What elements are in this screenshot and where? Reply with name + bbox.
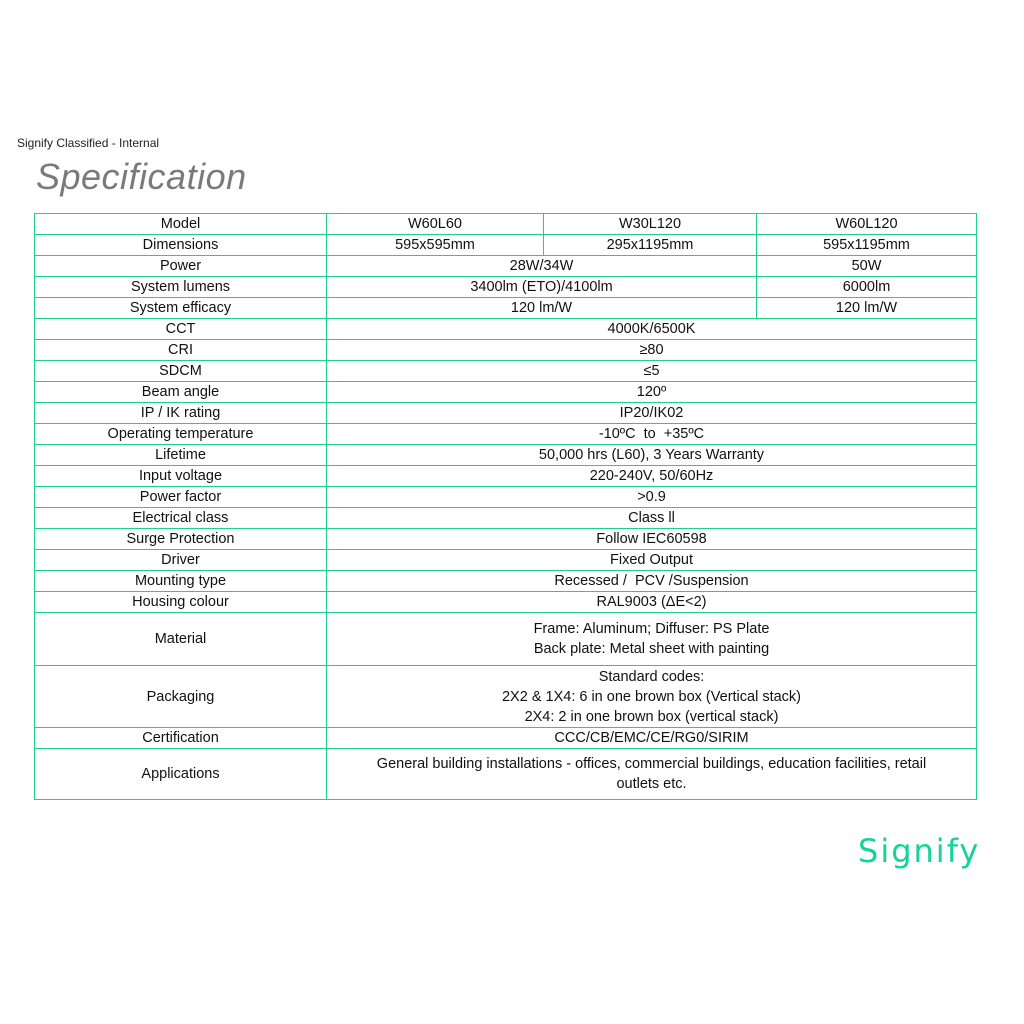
row-label: Lifetime bbox=[35, 445, 327, 466]
cell-value: 595x1195mm bbox=[757, 235, 977, 256]
row-label: System efficacy bbox=[35, 298, 327, 319]
table-row-power-factor bbox=[35, 487, 977, 508]
row-label: Packaging bbox=[35, 666, 327, 728]
row-label: CRI bbox=[35, 340, 327, 361]
table-row-applications bbox=[35, 749, 977, 800]
row-label: Certification bbox=[35, 728, 327, 749]
cell-value: 120º bbox=[327, 382, 977, 403]
row-label: Power factor bbox=[35, 487, 327, 508]
table-row-dimensions bbox=[35, 235, 977, 256]
row-label: IP / IK rating bbox=[35, 403, 327, 424]
row-label: Power bbox=[35, 256, 327, 277]
cell-value: -10ºC to +35ºC bbox=[327, 424, 977, 445]
row-label: Mounting type bbox=[35, 571, 327, 592]
row-label: System lumens bbox=[35, 277, 327, 298]
cell-value: 595x595mm bbox=[327, 235, 544, 256]
applications-line: outlets etc. bbox=[616, 776, 687, 792]
table-row-housing bbox=[35, 592, 977, 613]
cell-value: RAL9003 (ΔE<2) bbox=[327, 592, 977, 613]
row-label: Housing colour bbox=[35, 592, 327, 613]
table-row-power bbox=[35, 256, 977, 277]
table-row-model bbox=[35, 214, 977, 235]
table-row-driver bbox=[35, 550, 977, 571]
cell-value: Class ll bbox=[327, 508, 977, 529]
specification-table bbox=[34, 213, 977, 800]
row-label: CCT bbox=[35, 319, 327, 340]
cell-value: 120 lm/W bbox=[327, 298, 757, 319]
model-header: W60L120 bbox=[757, 214, 977, 235]
row-label: Dimensions bbox=[35, 235, 327, 256]
cell-value: CCC/CB/EMC/CE/RG0/SIRIM bbox=[327, 728, 977, 749]
row-label: Driver bbox=[35, 550, 327, 571]
packaging-line: 2X4: 2 in one brown box (vertical stack) bbox=[524, 708, 779, 725]
cell-value: Follow IEC60598 bbox=[327, 529, 977, 550]
table-row-cct bbox=[35, 319, 977, 340]
cell-value: 6000lm bbox=[757, 277, 977, 298]
row-label: Operating temperature bbox=[35, 424, 327, 445]
model-header: W60L60 bbox=[327, 214, 544, 235]
cell-value bbox=[327, 666, 977, 728]
model-header: W30L120 bbox=[544, 214, 757, 235]
table-row-lumens bbox=[35, 277, 977, 298]
cell-value: 50,000 hrs (L60), 3 Years Warranty bbox=[327, 445, 977, 466]
table-row-electrical-class bbox=[35, 508, 977, 529]
cell-value: 295x1195mm bbox=[544, 235, 757, 256]
packaging-line: Standard codes: bbox=[598, 668, 705, 685]
table-row-cri bbox=[35, 340, 977, 361]
table-row-certification bbox=[35, 728, 977, 749]
table-row-mounting bbox=[35, 571, 977, 592]
row-label: SDCM bbox=[35, 361, 327, 382]
row-label: Electrical class bbox=[35, 508, 327, 529]
cell-value: 220-240V, 50/60Hz bbox=[327, 466, 977, 487]
row-label: Material bbox=[35, 613, 327, 666]
cell-value: ≤5 bbox=[327, 361, 977, 382]
page-title: Specification bbox=[36, 156, 247, 197]
table-row-beam bbox=[35, 382, 977, 403]
table-row-sdcm bbox=[35, 361, 977, 382]
cell-value: IP20/IK02 bbox=[327, 403, 977, 424]
table-row-temperature bbox=[35, 424, 977, 445]
cell-value bbox=[327, 749, 977, 800]
table-row-voltage bbox=[35, 466, 977, 487]
cell-value: >0.9 bbox=[327, 487, 977, 508]
row-label: Model bbox=[35, 214, 327, 235]
applications-line: General building installations - offices, commercial buildings, education facilities, retail bbox=[376, 756, 927, 772]
cell-value: 120 lm/W bbox=[757, 298, 977, 319]
table-row-material bbox=[35, 613, 977, 666]
table-row-ip bbox=[35, 403, 977, 424]
row-label: Input voltage bbox=[35, 466, 327, 487]
table-row-packaging bbox=[35, 666, 977, 728]
table-row-surge bbox=[35, 529, 977, 550]
cell-value bbox=[327, 613, 977, 666]
cell-value: Fixed Output bbox=[327, 550, 977, 571]
cell-value: 3400lm (ETO)/4100lm bbox=[327, 277, 757, 298]
table-row-efficacy bbox=[35, 298, 977, 319]
classification-label: Signify Classified - Internal bbox=[17, 136, 160, 150]
cell-value: 50W bbox=[757, 256, 977, 277]
material-line: Frame: Aluminum; Diffuser: PS Plate bbox=[533, 621, 770, 637]
table-row-lifetime bbox=[35, 445, 977, 466]
packaging-line: 2X2 & 1X4: 6 in one brown box (Vertical stack) bbox=[501, 688, 802, 705]
material-line: Back plate: Metal sheet with painting bbox=[533, 641, 770, 657]
row-label: Beam angle bbox=[35, 382, 327, 403]
cell-value: 4000K/6500K bbox=[327, 319, 977, 340]
row-label: Surge Protection bbox=[35, 529, 327, 550]
cell-value: Recessed / PCV /Suspension bbox=[327, 571, 977, 592]
cell-value: 28W/34W bbox=[327, 256, 757, 277]
row-label: Applications bbox=[35, 749, 327, 800]
signify-logo: Signify bbox=[858, 832, 981, 870]
cell-value: ≥80 bbox=[327, 340, 977, 361]
